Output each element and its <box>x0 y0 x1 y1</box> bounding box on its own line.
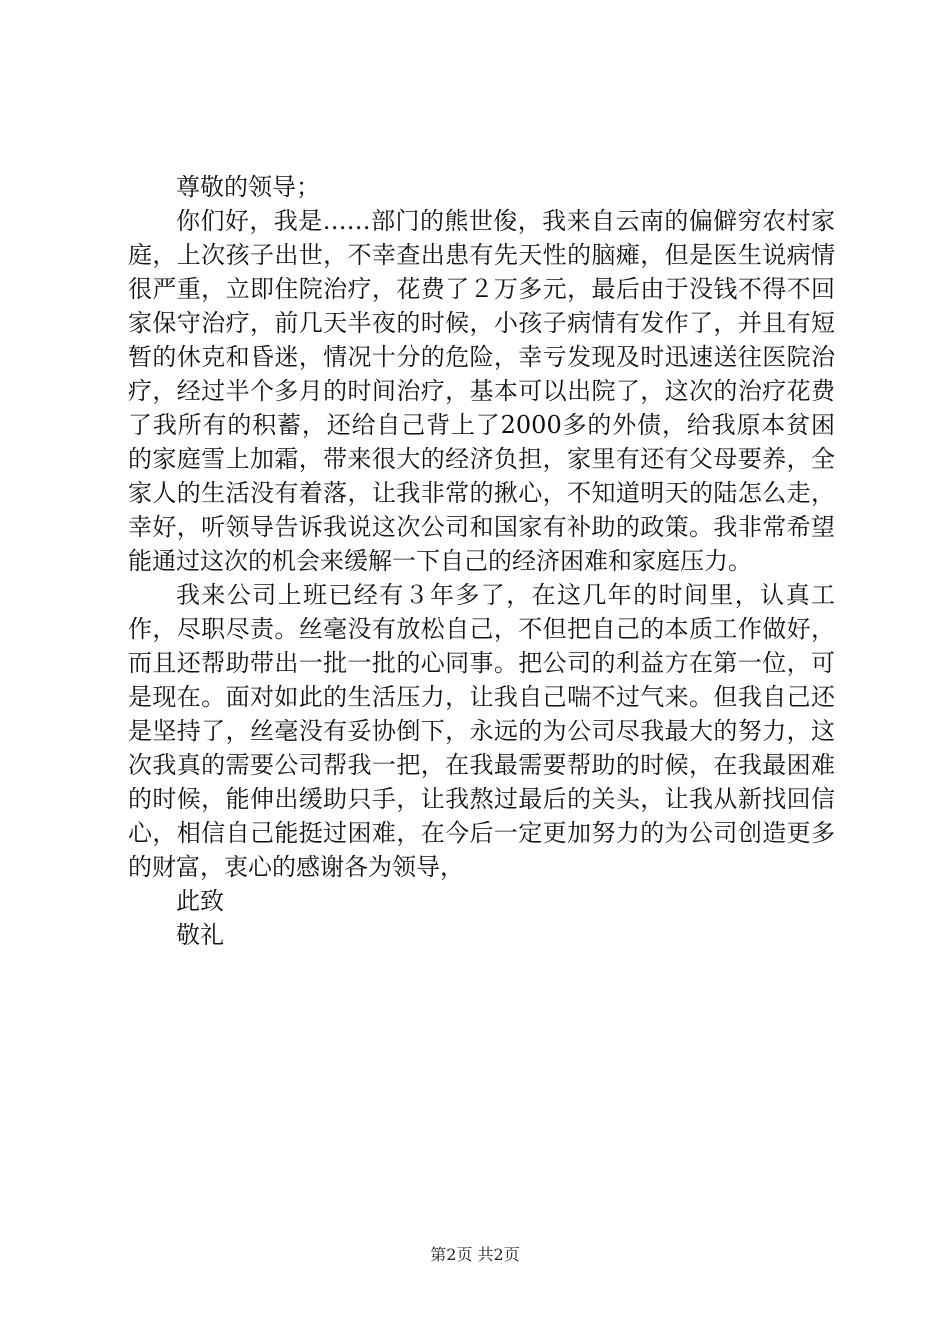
paragraph-2: 我来公司上班已经有３年多了，在这几年的时间里，认真工作，尽职尽责。丝毫没有放松自己，不但把自己的本质工作做好，而且还帮助带出一批一批的心同事。把公司的利益方在第一位，可是现在。面对如此的生活压力，让我自己喘不过气来。但我自己还是坚持了，丝毫没有妥协倒下，永远的为公司尽我最大的努力，这次我真的需要公司帮我一把，在我最需要帮助的时候，在我最困难的时候，能伸出缓助只手，让我熬过最后的关头，让我从新找回信心，相信自己能挺过困难，在今后一定更加努力的为公司创造更多的财富，衷心的感谢各为领导， <box>128 581 835 881</box>
paragraph-1: 你们好，我是……部门的熊世俊，我来自云南的偏僻穷农村家庭，上次孩子出世，不幸查出患有先天性的脑瘫，但是医生说病情很严重，立即住院治疗，花费了２万多元，最后由于没钱不得不回家保守治疗，前几天半夜的时候，小孩子病情有发作了，并且有短暂的休克和昏迷，情况十分的危险，幸亏发现及时迅速送往医院治疗，经过半个多月的时间治疗，基本可以出院了，这次的治疗花费了我所有的积蓄，还给自己背上了2000多的外债，给我原本贫困的家庭雪上加霜，带来很大的经济负担，家里有还有父母要养，全家人的生活没有着落，让我非常的揪心，不知道明天的陆怎么走，幸好，听领导告诉我说这次公司和国家有补助的政策。我非常希望能通过这次的机会来缓解一下自己的经济困难和家庭压力。 <box>128 207 835 575</box>
letter-body <box>128 170 835 952</box>
closing-line-1: 此致 <box>176 887 224 915</box>
salutation: 尊敬的领导； <box>176 173 320 201</box>
closing-line-2: 敬礼 <box>176 921 224 949</box>
page-footer: 第2页 共2页 <box>430 1245 520 1264</box>
